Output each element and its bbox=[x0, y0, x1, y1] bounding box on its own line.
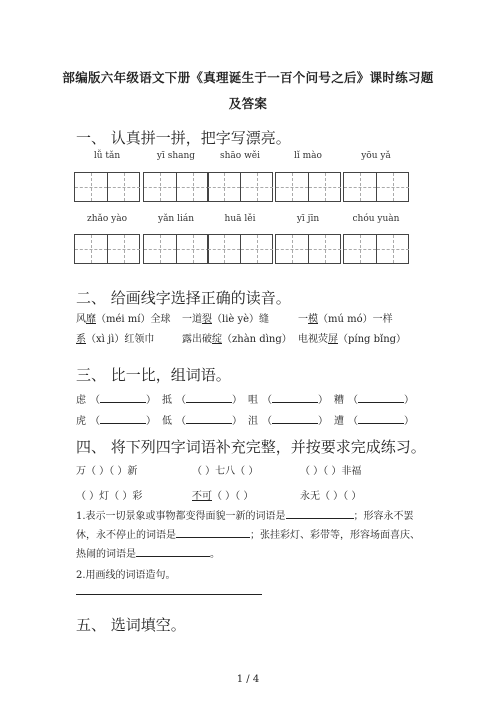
character-cell[interactable] bbox=[309, 235, 341, 263]
pinyin-label: lǚ tǎn bbox=[93, 151, 121, 161]
pinyin-label: zhǎo yào bbox=[86, 214, 128, 224]
writing-box[interactable] bbox=[74, 234, 140, 264]
pinyin-label: lǐ mào bbox=[294, 151, 322, 161]
reading-item: 系（xì jì）红领巾 bbox=[76, 334, 155, 345]
writing-box[interactable] bbox=[275, 172, 341, 202]
character-cell[interactable] bbox=[75, 235, 108, 263]
character-cell[interactable] bbox=[208, 173, 241, 201]
reading-item: 露出破绽（zhàn dìng） bbox=[182, 334, 292, 345]
pinyin-label: yǎn lián bbox=[157, 214, 195, 224]
reading-item: 一道裂（liè yè）缝 bbox=[182, 314, 270, 325]
question-1-line-1: 1.表示一切景象或事物都变得面貌一新的词语是 ；形容永不罢 bbox=[76, 507, 414, 522]
writing-box[interactable] bbox=[207, 234, 273, 264]
character-cell[interactable] bbox=[177, 235, 209, 263]
answer-blank[interactable] bbox=[100, 413, 146, 424]
character-cell[interactable] bbox=[344, 235, 377, 263]
answer-blank[interactable] bbox=[358, 392, 404, 403]
writing-box[interactable] bbox=[74, 172, 140, 202]
writing-box[interactable] bbox=[343, 172, 409, 202]
character-cell[interactable] bbox=[241, 173, 273, 201]
section-3-heading: 三、 比一比，组词语。 bbox=[76, 366, 231, 384]
section-5-heading: 五、 选词填空。 bbox=[76, 616, 186, 634]
answer-blank[interactable] bbox=[100, 392, 146, 403]
character-cell[interactable] bbox=[377, 235, 409, 263]
pinyin-label: chóu yuàn bbox=[352, 214, 400, 224]
answer-blank[interactable] bbox=[272, 392, 318, 403]
question-1-line-3: 热闹的词语是 。 bbox=[76, 545, 220, 560]
question-2: 2.用画线的词语造句。 bbox=[76, 570, 176, 581]
character-cell[interactable] bbox=[276, 173, 309, 201]
answer-line bbox=[76, 594, 262, 595]
idiom-item: （ ）灯（ ）彩 bbox=[76, 491, 143, 502]
reading-item: 一模（mú mó）一样 bbox=[298, 314, 393, 325]
character-cell[interactable] bbox=[208, 235, 241, 263]
character-cell[interactable] bbox=[377, 173, 409, 201]
word-group-item: 虑 （ ） bbox=[76, 391, 156, 406]
pinyin-label: huā lěi bbox=[224, 214, 256, 224]
word-group-item: 糟 （ ） bbox=[334, 391, 414, 406]
writing-box[interactable] bbox=[143, 172, 209, 202]
pinyin-label: yōu yǎ bbox=[361, 151, 391, 161]
character-cell[interactable] bbox=[108, 235, 140, 263]
idiom-item: 永无（ ）（ ） bbox=[300, 491, 362, 502]
writing-box[interactable] bbox=[207, 172, 273, 202]
answer-blank[interactable] bbox=[358, 413, 404, 424]
idiom-item: 万（ ）（ ）新 bbox=[76, 466, 138, 477]
word-group-item: 遭 （ ） bbox=[334, 412, 414, 427]
title-line-2: 及答案 bbox=[228, 96, 268, 111]
section-2-heading: 二、 给画线字选择正确的读音。 bbox=[76, 289, 291, 307]
pinyin-label: yī shang bbox=[156, 151, 196, 161]
section-1-heading: 一、 认真拼一拼，把字写漂亮。 bbox=[76, 129, 291, 147]
character-cell[interactable] bbox=[344, 173, 377, 201]
character-cell[interactable] bbox=[75, 173, 108, 201]
writing-box[interactable] bbox=[343, 234, 409, 264]
title-line-1: 部编版六年级语文下册《真理诞生于一百个问号之后》课时练习题 bbox=[62, 70, 434, 85]
reading-item: 风靡（méi mí）全球 bbox=[76, 314, 171, 325]
idiom-item: （ ）（ ）非福 bbox=[300, 466, 362, 477]
idiom-item: （ ）七八（ ） bbox=[192, 466, 259, 477]
pinyin-label: yī jīn bbox=[296, 214, 320, 224]
answer-blank[interactable] bbox=[186, 392, 232, 403]
word-group-item: 虎 （ ） bbox=[76, 412, 156, 427]
pinyin-label: shāo wěi bbox=[220, 151, 260, 161]
character-cell[interactable] bbox=[144, 173, 177, 201]
answer-blank[interactable] bbox=[186, 413, 232, 424]
question-1-line-2: 休，永不停止的词语是 ；张挂彩灯、彩带等，形容场面喜庆、 bbox=[76, 526, 420, 541]
writing-box[interactable] bbox=[143, 234, 209, 264]
character-cell[interactable] bbox=[177, 173, 209, 201]
idiom-item: 不可（ ）（ ） bbox=[192, 491, 254, 502]
character-cell[interactable] bbox=[108, 173, 140, 201]
writing-box[interactable] bbox=[275, 234, 341, 264]
reading-item: 电视荧屏（píng bǐng） bbox=[298, 334, 407, 345]
character-cell[interactable] bbox=[144, 235, 177, 263]
page-number: 1 / 4 bbox=[236, 674, 260, 685]
answer-blank[interactable] bbox=[272, 413, 318, 424]
word-group-item: 咀 （ ） bbox=[248, 391, 328, 406]
character-cell[interactable] bbox=[309, 173, 341, 201]
word-group-item: 低 （ ） bbox=[162, 412, 242, 427]
section-4-heading: 四、 将下列四字词语补充完整，并按要求完成练习。 bbox=[76, 438, 426, 456]
character-cell[interactable] bbox=[241, 235, 273, 263]
word-group-item: 沮 （ ） bbox=[248, 412, 328, 427]
character-cell[interactable] bbox=[276, 235, 309, 263]
word-group-item: 抵 （ ） bbox=[162, 391, 242, 406]
